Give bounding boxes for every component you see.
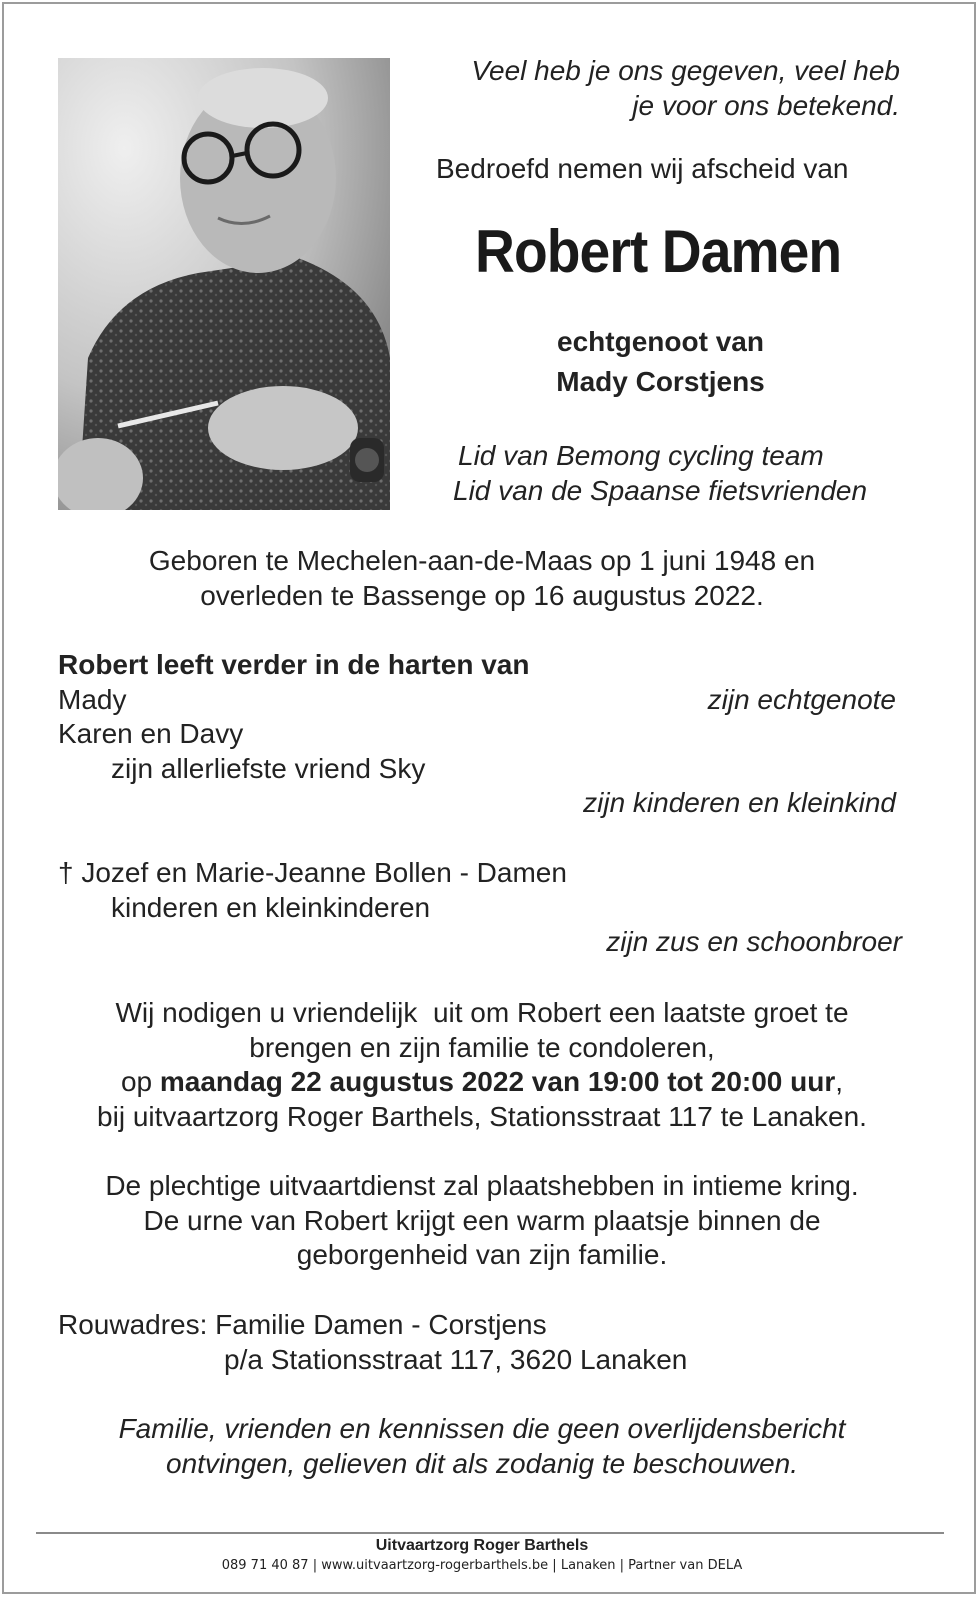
birth-death-line-2: overleden te Bassenge op 16 augustus 2022.	[200, 580, 764, 611]
ceremony-line-1: De plechtige uitvaartdienst zal plaatshebben in intieme kring.	[105, 1170, 859, 1201]
address-line-2: p/a Stationsstraat 117, 3620 Lanaken	[224, 1344, 688, 1375]
invitation-line-3	[0, 1064, 964, 1099]
invitation-suffix: ,	[835, 1066, 844, 1097]
closing-line-1: Familie, vrienden en kennissen die geen overlijdensbericht	[118, 1413, 846, 1444]
birth-death-line-1: Geboren te Mechelen-aan-de-Maas op 1 juni 1948 en	[148, 545, 816, 576]
family-mady: Mady	[58, 684, 127, 715]
footer-divider	[36, 1532, 944, 1534]
invitation-line-1: Wij nodigen u vriendelijk uit om Robert een laatste groet te	[115, 997, 849, 1028]
visitation-datetime: maandag 22 augustus 2022 van 19:00 tot 20:00 uur	[159, 1066, 836, 1097]
family-heading: Robert leeft verder in de harten van	[58, 649, 530, 680]
deceased-name: Robert Damen	[475, 218, 842, 285]
family-mady-role: zijn echtgenote	[707, 684, 896, 715]
verse-line-1: Veel heb je ons gegeven, veel heb	[471, 55, 900, 86]
ceremony-line-3: geborgenheid van zijn familie.	[296, 1239, 668, 1270]
family-children-role: zijn kinderen en kleinkind	[583, 787, 896, 818]
invitation-line-4: bij uitvaartzorg Roger Barthels, Stationsstraat 117 te Lanaken.	[97, 1101, 867, 1132]
family-sister-role: zijn zus en schoonbroer	[606, 926, 902, 957]
family-sister-kids: kinderen en kleinkinderen	[111, 892, 431, 923]
spouse-line-1: echtgenoot van	[557, 326, 764, 357]
membership-2: Lid van de Spaanse fietsvrienden	[453, 475, 868, 506]
footer-contact: 089 71 40 87 | www.uitvaartzorg-rogerbarthels.be | Lanaken | Partner van DELA	[221, 1558, 743, 1573]
membership-1: Lid van Bemong cycling team	[458, 440, 824, 471]
family-children: Karen en Davy	[58, 718, 244, 749]
family-sister: † Jozef en Marie-Jeanne Bollen - Damen	[58, 857, 567, 888]
invitation-prefix: op	[120, 1066, 160, 1097]
verse-line-2: je voor ons betekend.	[632, 90, 900, 121]
spouse-line-2: Mady Corstjens	[556, 366, 765, 397]
portrait-photo	[58, 58, 390, 510]
intro-text: Bedroefd nemen wij afscheid van	[436, 153, 849, 184]
ceremony-line-2: De urne van Robert krijgt een warm plaatsje binnen de	[143, 1205, 821, 1236]
family-friend: zijn allerliefste vriend Sky	[111, 753, 426, 784]
invitation-line-2: brengen en zijn familie te condoleren,	[249, 1032, 715, 1063]
address-line-1: Rouwadres: Familie Damen - Corstjens	[58, 1309, 547, 1340]
footer-company: Uitvaartzorg Roger Barthels	[375, 1537, 589, 1554]
closing-line-2: ontvingen, gelieven dit als zodanig te beschouwen.	[166, 1448, 798, 1479]
